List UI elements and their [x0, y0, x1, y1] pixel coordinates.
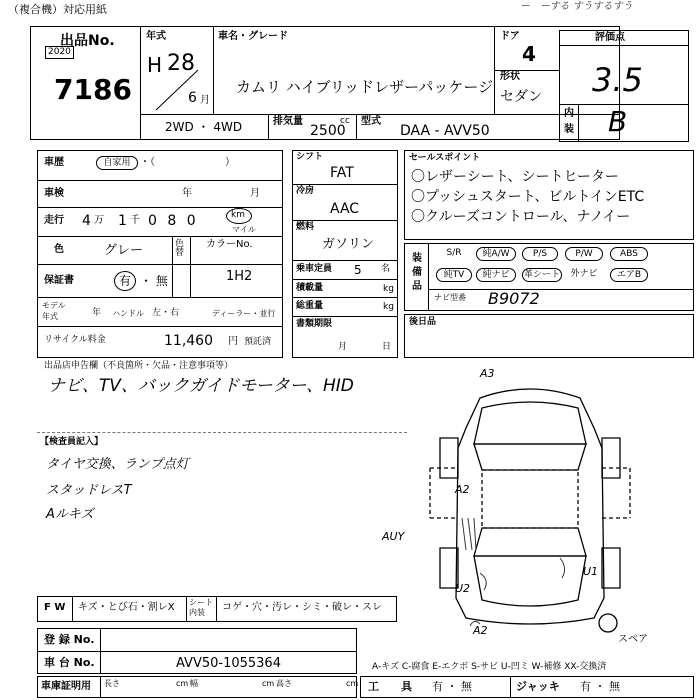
year-value: 28 [167, 51, 195, 76]
car-damage-diagram [410, 368, 650, 638]
shift-label: シフト [296, 152, 324, 162]
color-no-label: カラーNo. [206, 239, 253, 250]
month-unit: 月 [200, 95, 210, 106]
tools-label: 工 具 [368, 680, 412, 693]
fuel-value: ガソリン [322, 237, 375, 252]
doc-month: 月 [338, 342, 348, 352]
capacity-value: 5 [354, 263, 362, 277]
equip-純aw: 純A/W [476, 247, 516, 261]
equip-pw: P/W [565, 247, 603, 261]
reg-label: 登 録 No. [44, 633, 95, 646]
inspector-label: 【検査員記入】 [40, 437, 104, 447]
width-cm: cm [262, 679, 275, 688]
mileage-rest: 0 8 0 [148, 213, 199, 229]
mileage-unit-mile: マイル [232, 225, 256, 234]
recycle-value: 11,460 [164, 333, 213, 349]
model-year-label-1: モデル [42, 301, 66, 310]
navi-label: ナビ型番 [434, 293, 466, 302]
drive-type: 2WD ・ 4WD [165, 120, 243, 134]
spare-label: スペア [618, 634, 648, 645]
equip-navi: 純ナビ [476, 268, 516, 282]
inspection-label: 車検 [44, 188, 64, 199]
seat-label: シート内装 [189, 598, 213, 617]
history-value: 自家用 [96, 156, 138, 170]
equip-abs: ABS [610, 247, 648, 261]
equip-ps: P/S [522, 247, 558, 261]
recycle-status: 預託済 [244, 337, 272, 347]
equip-label-3: 品 [412, 281, 422, 292]
model-year-unit: 年 [92, 308, 102, 318]
doc-label: 書類期限 [296, 319, 333, 329]
navi-value: B9072 [488, 289, 540, 308]
fuel-label: 燃料 [296, 222, 315, 232]
shape-label: 形状 [500, 71, 520, 82]
warranty-no: ・ 無 [140, 274, 168, 288]
ac-label: 冷房 [296, 186, 315, 196]
color-change-label: 色替 [175, 239, 185, 258]
jack-label: ジャッキ [516, 680, 560, 693]
cert-label: 車庫証明用 [41, 681, 91, 692]
mark-u2: U2 [455, 582, 471, 595]
vehicle-name: カムリ ハイブリッドレザーパッケージ [236, 78, 494, 96]
after-fit-label: 後日品 [409, 317, 437, 327]
recycle-unit: 円 [228, 336, 238, 347]
doc-day: 日 [382, 342, 392, 352]
sales-point-1: 〇レザーシート、シートヒーター [411, 169, 619, 185]
interior-value: B [608, 105, 628, 138]
equip-outer-navi: 外ナビ [570, 269, 598, 279]
length-cm: cm [176, 679, 189, 688]
mileage-label: 走行 [44, 215, 64, 226]
color-no-value: 1H2 [226, 269, 253, 284]
chassis-value: AVV50-1055364 [176, 656, 281, 671]
door-value: 4 [522, 42, 536, 66]
weight-unit: kg [383, 302, 394, 312]
mileage-unit-km: km [231, 210, 245, 220]
sales-point-2: 〇プッシュスタート、ビルトインETC [411, 189, 645, 205]
mark-u1: U1 [583, 565, 599, 578]
length-label: 長さ [104, 679, 120, 688]
chassis-label: 車 台 No. [44, 656, 95, 669]
interior-label-2: 装 [564, 124, 574, 135]
handle-value: 左・右 [152, 308, 180, 318]
score-value: 3.5 [592, 61, 643, 99]
year-stamp: 2020 [45, 46, 74, 59]
model-value: DAA - AVV50 [400, 123, 490, 139]
warranty-yes: 有 [119, 274, 132, 288]
interior-label-1: 内 [564, 108, 574, 119]
lot-label: 出品No. [60, 33, 115, 49]
tools-value: 有 ・ 無 [432, 680, 472, 693]
mileage-sen: 1 [118, 213, 127, 229]
weight-label: 総重量 [296, 301, 324, 311]
equip-leather: 革シート [523, 270, 560, 280]
after-fit-box [404, 314, 694, 358]
name-label: 車名・グレード [218, 31, 288, 42]
mileage-sen-unit: 千 [130, 215, 140, 226]
history-rest: ・（ ） [140, 157, 235, 168]
width-label: 幅 [190, 679, 198, 688]
month-value: 6 [188, 90, 197, 106]
mileage-man-unit: 万 [94, 215, 104, 226]
mark-a3: A3 [480, 367, 495, 380]
sales-point-3: 〇クルーズコントロール、ナノイー [411, 209, 631, 225]
equip-label-2: 備 [412, 267, 422, 278]
displacement-label: 排気量 [273, 116, 303, 127]
year-label: 年式 [146, 31, 166, 42]
model-year-label-2: 年式 [42, 312, 58, 321]
fw-label: F W [44, 602, 66, 613]
equip-tv: 純TV [436, 268, 472, 282]
year-era: H [147, 53, 163, 77]
sales-label: セールスポイント [409, 153, 481, 163]
equip-label-1: 装 [412, 253, 422, 264]
equip-airbag: エアB [610, 268, 648, 282]
equip-sr: S/R [446, 248, 462, 258]
shape-value: セダン [500, 89, 543, 105]
height-label: 高さ [276, 679, 292, 688]
handle-label: ハンドル [112, 309, 144, 318]
seat-text: コゲ・穴・汚レ・シミ・破レ・スレ [222, 602, 382, 613]
mileage-man: 4 [82, 213, 91, 229]
inspector-line-3: Aルキズ [46, 507, 94, 522]
color-label: 色 [54, 244, 64, 255]
load-unit: kg [383, 284, 394, 294]
top-right-handwriting: ー ーする すうするすう [520, 1, 633, 12]
notes-label: 出品店申告欄（不良箇所・欠品・注意事項等） [44, 361, 234, 371]
lot-number: 7186 [54, 73, 132, 106]
score-label: 評価点 [595, 32, 625, 43]
displacement-value: 2500 [310, 123, 346, 139]
inspection-month: 月 [250, 188, 260, 199]
height-cm: cm [346, 679, 359, 688]
capacity-label: 乗車定員 [296, 264, 333, 274]
inspection-year: 年 [182, 188, 192, 199]
recycle-label: リサイクル料金 [44, 335, 106, 345]
displacement-unit: cc [340, 116, 350, 126]
jack-value: 有 ・ 無 [580, 680, 620, 693]
dealer-label: ディーラー・並行 [212, 309, 276, 318]
shift-value: FAT [330, 165, 354, 181]
ac-value: AAC [330, 201, 360, 217]
inspector-line-1: タイヤ交換、ランプ点灯 [46, 457, 189, 472]
form-subtitle: （複合機）対応用紙 [8, 3, 107, 16]
notes-text: ナビ、TV、バックガイドモーター、HID [48, 376, 354, 396]
load-label: 積載量 [296, 283, 324, 293]
fw-text: キズ・とび石・割レX [78, 602, 175, 613]
capacity-unit: 名 [381, 264, 391, 274]
mark-auy: AUY [382, 530, 405, 543]
color-value: グレー [104, 243, 144, 258]
warranty-label: 保証書 [44, 275, 74, 286]
mark-a2-side: A2 [455, 483, 470, 496]
damage-codes: A-キズ C-腐食 E-エクボ S-サビ U-凹ミ W-補修 XX-交換済 [372, 662, 607, 672]
mark-a2-rear: A2 [473, 624, 488, 637]
history-label: 車歴 [44, 157, 64, 168]
model-label: 型式 [361, 116, 381, 127]
door-label: ドア [500, 31, 520, 42]
inspector-line-2: スタッドレスT [46, 483, 132, 498]
